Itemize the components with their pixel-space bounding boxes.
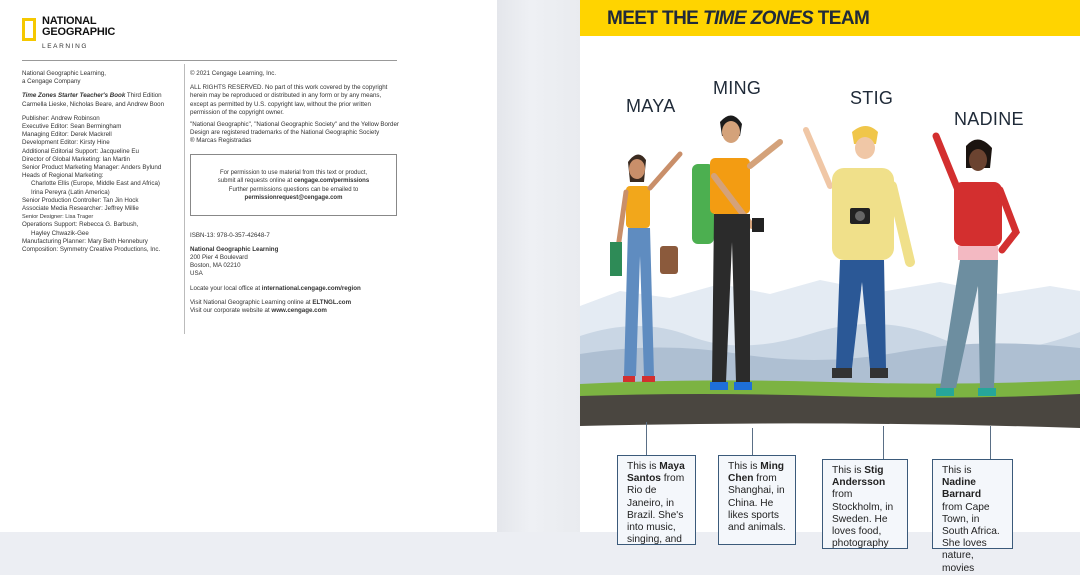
permission-line: Further permissions questions can be emailed to (228, 186, 359, 193)
publisher-line: a Cengage Company (22, 78, 81, 86)
name-label-ming: MING (713, 78, 762, 98)
address-line: 200 Pier 4 Boulevard (190, 254, 248, 262)
staff-line: Heads of Regional Marketing: (22, 172, 104, 180)
staff-line: Executive Editor: Sean Bermingham (22, 123, 122, 131)
copyright-page (0, 0, 497, 532)
rights-text: ALL RIGHTS RESERVED. No part of this work covered by the copyright herein may be reproduced or distributed in any form or by any means, except as permitted by U.S. copyright law, without the prior written permission of the copyright owner. (190, 84, 388, 116)
bio-card-nadine (932, 459, 1013, 574)
bio-text: from Stockholm, in Sweden. He loves food, photography (832, 489, 894, 550)
rights-column (190, 70, 400, 315)
natgeo-logo (22, 16, 115, 52)
bio-card-stig (822, 459, 908, 549)
staff-line: Senior Production Controller: Tan Jin Hock (22, 196, 139, 204)
staff-line: Additional Editorial Support: Jacqueline Eu (22, 147, 139, 155)
address-line: USA (190, 270, 203, 278)
visit-text: Visit National Geographic Learning online at (190, 298, 313, 306)
bio-name: Stig Andersson (832, 465, 886, 489)
bio-card-maya (617, 455, 696, 545)
staff-line: Senior Designer: Lisa Trager (22, 214, 94, 221)
connector-line (752, 428, 753, 455)
locate-text: Locate your local office at (190, 284, 262, 292)
staff-line: Irina Pereyra (Latin America) (31, 188, 110, 196)
copyright-line: © 2021 Cengage Learning, Inc. (190, 70, 277, 77)
title-part-italic: TIME ZONES (702, 8, 814, 29)
connector-line (990, 426, 991, 459)
name-label-maya: MAYA (626, 96, 676, 116)
isbn: ISBN-13: 978-0-357-42648-7 (190, 231, 270, 239)
staff-line: Senior Product Marketing Manager: Anders Bylund (22, 164, 162, 172)
staff-line: Director of Global Marketing: Ian Martin (22, 155, 130, 163)
eltngl-link[interactable]: ELTNGL.com (312, 298, 352, 306)
title-part: TEAM (813, 8, 870, 29)
page-title (607, 8, 869, 30)
column-divider (184, 64, 185, 334)
marcas-text: ® Marcas Registradas (190, 137, 252, 145)
visit-text: Visit our corporate website at (190, 307, 272, 315)
staff-line: Development Editor: Kirsty Hine (22, 139, 110, 147)
staff-line: Composition: Symmetry Creative Productions, Inc. (22, 246, 161, 254)
logo-line-1: NATIONAL (42, 15, 97, 27)
region-link[interactable]: international.cengage.com/region (261, 284, 361, 292)
bio-text: This is (728, 461, 761, 472)
address-line: Boston, MA 02210 (190, 262, 241, 270)
staff-line: Managing Editor: Derek Mackrell (22, 131, 112, 139)
permission-line: submit all requests online at (217, 178, 294, 185)
bio-name: Nadine Barnard (942, 477, 982, 501)
staff-line: Publisher: Andrew Robinson (22, 114, 100, 122)
bio-text: from Shanghai, in China. He likes sports and animals. (728, 473, 786, 534)
permissions-box (190, 154, 397, 216)
authors: Carmella Lieske, Nicholas Beare, and Andrew Boon (22, 100, 165, 108)
logo-line-2: GEOGRAPHIC (42, 26, 116, 38)
book-title-line (22, 92, 182, 100)
cengage-link[interactable]: www.cengage.com (271, 307, 327, 315)
yellow-border-icon (22, 18, 36, 41)
bio-card-ming (718, 455, 796, 545)
edition: Third Edition (125, 92, 162, 100)
staff-line: Charlotte Ellis (Europe, Middle East and Africa) (31, 180, 160, 188)
meet-the-team-page (580, 0, 1080, 574)
permission-line: For permission to use material from this text or product, (219, 169, 368, 176)
staff-line: Operations Support: Rebecca G. Barbush, (22, 221, 139, 229)
staff-line: Hayley Chwazik-Gee (31, 229, 89, 237)
title-part: MEET THE (607, 8, 703, 29)
bio-text: This is (832, 465, 865, 476)
connector-line (883, 426, 884, 459)
book-title: Time Zones Starter Teacher's Book (22, 92, 126, 100)
permission-email-link[interactable]: permissionrequest@cengage.com (244, 195, 343, 202)
bio-name: Maya Santos (627, 461, 685, 485)
bio-text: This is (627, 461, 660, 472)
staff-line: Manufacturing Planner: Mary Beth Hennebury (22, 237, 148, 245)
bio-name: Ming Chen (728, 461, 785, 485)
title-banner (580, 0, 1080, 36)
bio-text: This is (942, 465, 972, 476)
trademark-text: "National Geographic", "National Geographic Society" and the Yellow Border Design are registered trademarks of the National Geographic Society (190, 121, 399, 137)
logo-line-3: LEARNING (42, 43, 89, 50)
staff-line: Associate Media Researcher: Jeffrey Millie (22, 205, 139, 213)
connector-line (646, 422, 647, 455)
name-label-nadine: NADINE (954, 109, 1024, 129)
divider (22, 60, 397, 61)
company-name: National Geographic Learning (190, 245, 279, 253)
bio-text: from Rio de Janeiro, in Brazil. She's into music, singing, and (627, 473, 685, 546)
bio-text: from Cape Town, in South Africa. She loves nature, movies (942, 501, 1000, 574)
permissions-link[interactable]: cengage.com/permissions (293, 178, 370, 185)
name-label-stig: STIG (850, 88, 894, 108)
credits-column (22, 70, 182, 254)
publisher-line: National Geographic Learning, (22, 70, 106, 77)
page-gutter (497, 0, 580, 532)
